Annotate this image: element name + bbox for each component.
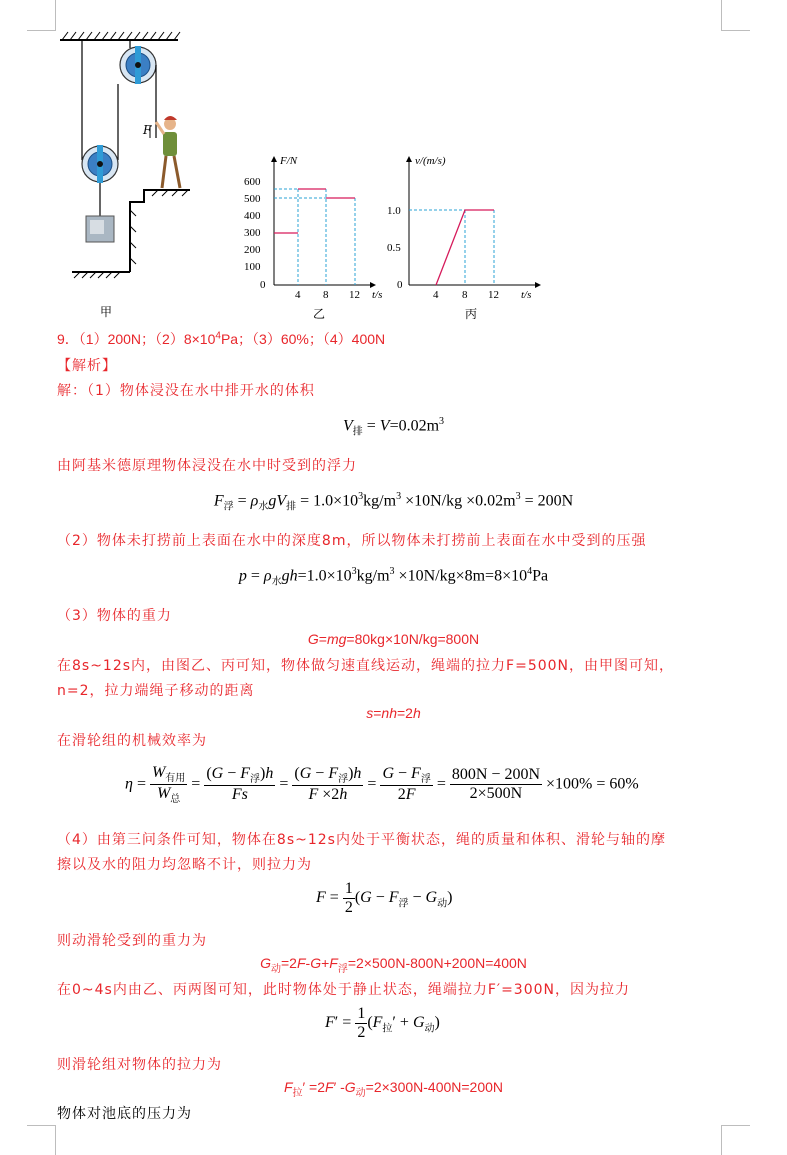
formula-4: G=mg=80kg×10N/kg=800N [307, 631, 480, 647]
chart-yi-ylabel: F/N [280, 155, 298, 167]
crop-mark [55, 1125, 56, 1155]
para-5a: 在8s~12s内，由图乙、丙可知，物体做匀速直线运动，绳端的拉力F=500N，由甲图可知， [57, 658, 675, 674]
jiexi-heading: 【解析】 [57, 358, 117, 374]
para-10: 则滑轮组对物体的拉力为 [57, 1057, 222, 1073]
para-9: 在0~4s内由乙、丙两图可知，此时物体处于静止状态，绳端拉力F′=300N，因为拉力 [57, 982, 630, 998]
figure-jia-label: 甲 [100, 305, 114, 319]
para-7b: 擦以及水的阻力均忽略不计，则拉力为 [57, 857, 312, 873]
svg-text:0: 0 [260, 279, 266, 291]
force-label: F [143, 123, 152, 137]
para-5b: n=2，拉力端绳子移动的距离 [57, 683, 255, 699]
svg-text:500: 500 [244, 193, 261, 205]
svg-text:4: 4 [295, 289, 301, 301]
chart-yi [238, 150, 383, 301]
para-7a: （4）由第三问条件可知，物体在8s~12s内处于平衡状态，绳的质量和体积、滑轮与轴的摩 [57, 832, 666, 848]
svg-text:0.5: 0.5 [387, 242, 401, 254]
formula-6: η = $\frac{W_{有用}}{W_总}$ = $\frac{(G - F_浮)h}{Fs}$ = $\frac{(G - F_浮)h}{F \times 2h}$ = $\frac{G - F_浮}{2F}$ = $\frac{800N - 200N}{2\times 500N}$ ×100% = 60% [125, 764, 639, 806]
svg-text:4: 4 [433, 289, 439, 301]
para-8: 则动滑轮受到的重力为 [57, 933, 207, 949]
crop-mark [721, 1125, 722, 1155]
para-1: 解：（1）物体浸没在水中排开水的体积 [57, 383, 315, 399]
formula-1: $V_排 = V=0.02m^3$ [342, 416, 445, 438]
chart-bing [385, 150, 545, 300]
crop-mark [55, 0, 56, 30]
svg-text:12: 12 [349, 289, 360, 301]
svg-text:1.0: 1.0 [387, 205, 401, 217]
para-3: （2）物体未打捞前上表面在水中的深度8m，所以物体未打捞前上表面在水中受到的压强 [57, 533, 647, 549]
para-2: 由阿基米德原理物体浸没在水中时受到的浮力 [57, 458, 357, 474]
svg-text:12: 12 [488, 289, 499, 301]
svg-text:200: 200 [244, 244, 261, 256]
formula-3: $p = \rho_水gh=1.0\times 10^3kg/m^3 \times 10N/kg\times 8m=8\times 10^4Pa$ [238, 566, 549, 588]
formula-6-tail: ×100% = 60% [546, 775, 639, 793]
formula-10: $F_拉' =2F'$ $-G_动=2\times 300N-400N=200N$ [283, 1079, 504, 1099]
para-4: （3）物体的重力 [57, 608, 172, 624]
crop-mark [27, 1125, 56, 1126]
crop-mark [27, 30, 56, 31]
chart-yi-xlabel: t/s [372, 289, 383, 301]
svg-text:8: 8 [462, 289, 468, 301]
svg-text:100: 100 [244, 261, 261, 273]
crop-mark [721, 1125, 750, 1126]
formula-2: $F_浮 = \rho_水gV_排 = 1.0\times 10^3kg/m^3 \times 10N/kg \times 0.02m^3 = 200N$ [213, 491, 574, 513]
formula-9: F′ = $\frac{1}{2}$ $(F_拉' + G_动)$ [325, 1005, 440, 1041]
figure-yi-label: 乙 [313, 307, 327, 321]
svg-text:600: 600 [244, 176, 261, 188]
svg-text:300: 300 [244, 227, 261, 239]
formula-8: $G_动=2F-G+F_浮=2\times 500N-800N+200N=400N$ [260, 955, 527, 975]
crop-mark [721, 30, 750, 31]
para-6: 在滑轮组的机械效率为 [57, 733, 207, 749]
svg-text:400: 400 [244, 210, 261, 222]
formula-5: s=nh=2h [366, 705, 421, 721]
formula-7: F = $\frac{1}{2}$ $(G - F_浮 - G_动)$ [316, 880, 453, 916]
para-11: 物体对池底的压力为 [57, 1106, 192, 1122]
svg-text:0: 0 [397, 279, 403, 291]
crop-mark [721, 0, 722, 30]
pulley-figure [60, 28, 210, 288]
figure-bing-label: 丙 [465, 307, 479, 321]
svg-text:8: 8 [323, 289, 329, 301]
chart-bing-xlabel: t/s [521, 289, 532, 301]
chart-bing-ylabel: v/(m/s) [415, 155, 446, 167]
answer-line: 9．（1）200N；$(2)8\times 10^4Pa$；（3）60%；（4）400N [57, 330, 386, 347]
